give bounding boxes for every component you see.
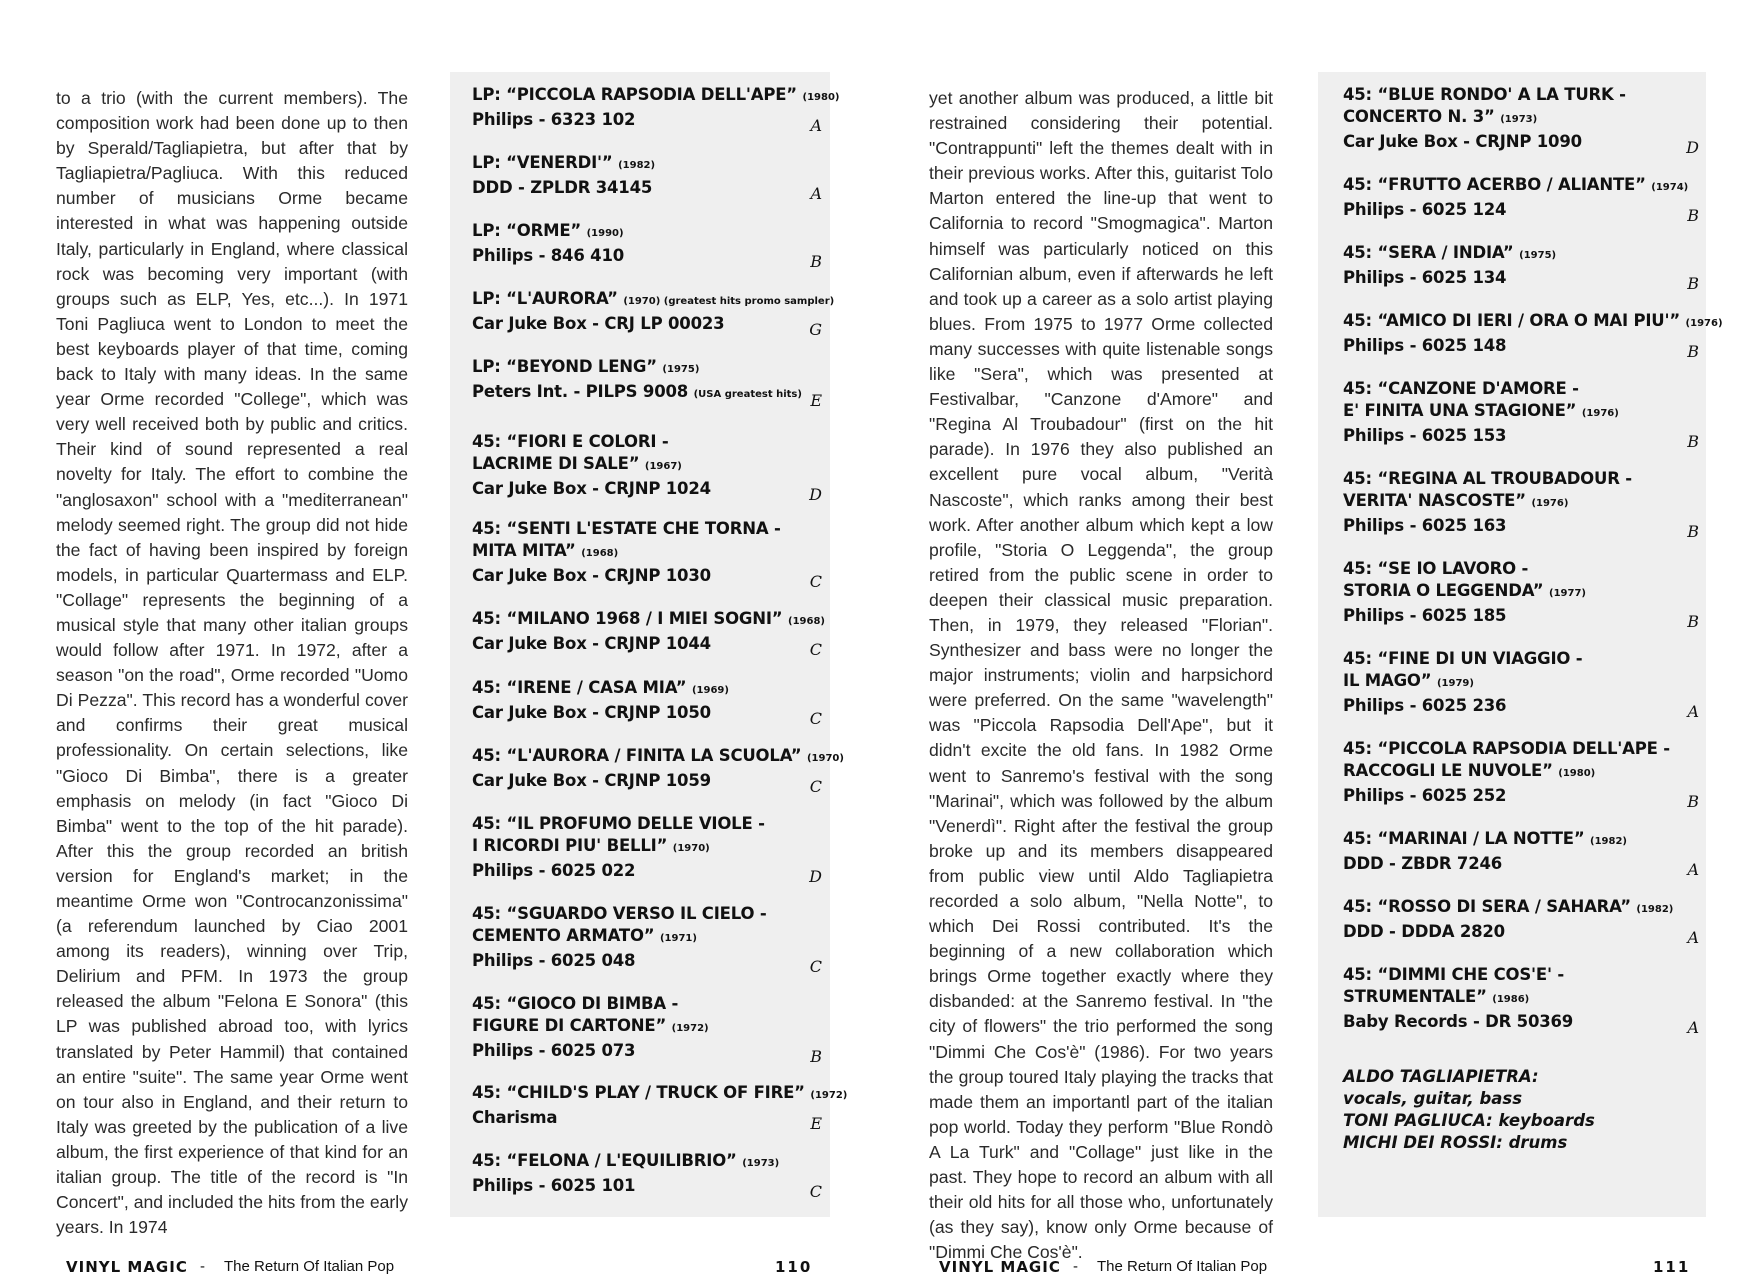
record-catalog (472, 313, 822, 335)
record-title-text: 45: “ROSSO DI SERA / SAHARA” (1343, 897, 1631, 916)
record-title-text: I RICORDI PIU' BELLI” (472, 836, 668, 855)
record-title-text: 45: “SGUARDO VERSO IL CIELO - (472, 904, 767, 923)
catalog-number: Peters Int. - PILPS 9008 (472, 382, 689, 401)
record-catalog (1343, 515, 1699, 537)
rarity-grade: D (809, 867, 822, 886)
record-year: (1980) (802, 92, 840, 103)
record-catalog (1343, 695, 1699, 717)
rarity-grade: A (1687, 702, 1699, 721)
catalog-number: Philips - 6025 048 (472, 951, 636, 970)
rarity-grade: D (809, 485, 822, 504)
rarity-grade: A (1687, 928, 1699, 947)
record-catalog (472, 770, 822, 792)
record-title (1343, 760, 1699, 785)
record-title-text: MITA MITA” (472, 541, 576, 560)
discography-entry (472, 152, 822, 203)
catalog-number: Philips - 6025 134 (1343, 268, 1507, 287)
record-year: (1970) (672, 843, 710, 854)
discography-entry (472, 84, 840, 135)
catalog-number: Car Juke Box - CRJNP 1024 (472, 479, 711, 498)
page-footer (0, 1258, 873, 1278)
record-year: (1969) (691, 685, 729, 696)
credit-line: ALDO TAGLIAPIETRA: (1343, 1067, 1539, 1086)
rarity-grade: E (810, 391, 822, 410)
discography-entry (1343, 964, 1699, 1037)
record-year: (1975) (1519, 250, 1557, 261)
record-title-text: 45: “SENTI L'ESTATE CHE TORNA - (472, 519, 781, 538)
discography-list (472, 84, 848, 1201)
record-title-text: 45: “GIOCO DI BIMBA - (472, 994, 679, 1013)
record-year: (1974) (1651, 182, 1689, 193)
record-catalog (1343, 1011, 1699, 1033)
catalog-number: Car Juke Box - CRJNP 1044 (472, 634, 711, 653)
record-title (472, 288, 835, 313)
record-title (1343, 964, 1699, 986)
left-page (0, 0, 873, 1276)
discography-entry (472, 1082, 848, 1133)
record-catalog (472, 1175, 822, 1197)
record-catalog (472, 109, 822, 131)
record-title-text: LP: “PICCOLA RAPSODIA DELL'APE” (472, 85, 797, 104)
record-title (472, 903, 822, 925)
rarity-grade: E (810, 1114, 822, 1133)
discography-entry (1343, 468, 1699, 541)
catalog-number: Philips - 6025 101 (472, 1176, 636, 1195)
rarity-grade: B (810, 252, 822, 271)
rarity-grade: A (1687, 860, 1699, 879)
catalog-number: Philips - 6025 073 (472, 1041, 636, 1060)
record-title-text: LP: “L'AURORA” (472, 289, 618, 308)
record-year: (1980) (1558, 768, 1596, 779)
rarity-grade: B (1687, 432, 1699, 451)
catalog-number: Philips - 6025 022 (472, 861, 636, 880)
rarity-grade: B (1687, 522, 1699, 541)
record-title (1343, 490, 1699, 515)
record-title-text: 45: “MILANO 1968 / I MIEI SOGNI” (472, 609, 783, 628)
record-year: (1972) (810, 1090, 848, 1101)
record-title-text: 45: “AMICO DI IERI / ORA O MAI PIU'” (1343, 311, 1680, 330)
record-title-text: 45: “FELONA / L'EQUILIBRIO” (472, 1151, 737, 1170)
record-title-text: 45: “FRUTTO ACERBO / ALIANTE” (1343, 175, 1646, 194)
record-catalog (1343, 853, 1699, 875)
record-note: (USA greatest hits) (693, 389, 802, 400)
band-credits (1343, 1066, 1699, 1154)
discography-entry (472, 903, 822, 976)
record-title-text: 45: “PICCOLA RAPSODIA DELL'APE - (1343, 739, 1670, 758)
catalog-number: Car Juke Box - CRJNP 1059 (472, 771, 711, 790)
discography-entry (472, 993, 822, 1066)
record-title-text: CONCERTO N. 3” (1343, 107, 1495, 126)
record-title (1343, 378, 1699, 400)
discography-entry (1343, 174, 1699, 225)
catalog-number: Philips - 846 410 (472, 246, 625, 265)
record-title (1343, 106, 1699, 131)
record-catalog (472, 633, 822, 655)
record-title (472, 993, 822, 1015)
magazine-subtitle: The Return Of Italian Pop (224, 1258, 395, 1275)
record-title-text: FIGURE DI CARTONE” (472, 1016, 667, 1035)
record-catalog (472, 177, 822, 199)
record-title (1343, 468, 1699, 490)
record-catalog (1343, 605, 1699, 627)
record-year: (1976) (1581, 408, 1619, 419)
record-title (472, 1150, 822, 1175)
record-title-text: 45: “REGINA AL TROUBADOUR - (1343, 469, 1632, 488)
record-title (472, 835, 822, 860)
record-year: (1975) (662, 364, 700, 375)
discography-entry (1343, 738, 1699, 811)
right-page (873, 0, 1746, 1276)
record-year: (1976) (1531, 498, 1569, 509)
discography-entry (472, 288, 835, 339)
record-title-text: LP: “VENERDI'” (472, 153, 613, 172)
record-year: (1970) (greatest hits promo sampler) (623, 296, 835, 307)
record-title-text: STRUMENTALE” (1343, 987, 1487, 1006)
record-title (1343, 580, 1699, 605)
record-title-text: 45: “IRENE / CASA MIA” (472, 678, 687, 697)
record-title (472, 608, 825, 633)
discography-entry (472, 518, 822, 591)
record-title (1343, 400, 1699, 425)
record-title (472, 152, 822, 177)
record-title-text: 45: “SERA / INDIA” (1343, 243, 1514, 262)
record-title-text: 45: “FIORI E COLORI - (472, 432, 669, 451)
record-title (1343, 670, 1699, 695)
catalog-number: Car Juke Box - CRJNP 1030 (472, 566, 711, 585)
record-catalog (472, 381, 822, 406)
record-title (472, 220, 822, 245)
rarity-grade: C (809, 572, 822, 591)
catalog-number: DDD - ZPLDR 34145 (472, 178, 653, 197)
record-year: (1977) (1549, 588, 1586, 599)
record-year: (1990) (586, 228, 624, 239)
page-number: 111 (1653, 1258, 1691, 1276)
magazine-subtitle: The Return Of Italian Pop (1097, 1258, 1268, 1275)
record-title-text: LACRIME DI SALE” (472, 454, 640, 473)
rarity-grade: B (1687, 792, 1699, 811)
article-text: to a trio (with the current members). The composition work had been done up to then by Sperald/Tagliapietra, but after that by Tagliapietra/Pagliuca. With this reduced number of musicians Orme became interested in what was happening outside Italy, particularly in England, where classical rock was becoming very important (with groups such as ELP, Yes, etc...). In 1971 Toni Pagliuca went to London to meet the best keyboards player of that time, coming back to Italy with many ideas. In the same year Orme recorded "College", which was very well received both by public and critics. Their kind of sound represented a real novelty for Italy. The effort to combine the "anglosaxon" school with a "mediterranean" melody seemed right. The group did not hide the fact of having been inspired by foreign models, in particular Quartermass and ELP. "Collage" represents the beginning of a musical style that many other italian groups would follow after 1971. In 1972, after a season "on the road", Orme recorded "Uomo Di Pezza". This record has a wonderful cover and confirms their great musical professionality. On certain selections, like "Gioco Di Bimba", there is a greater emphasis on melody (in fact "Gioco Di Bimba" went to the top of the hit parade). After this the group recorded an british version for England's market; in the meantime Orme won "Controcanzonissima" (a referendum launched by Ciao 2001 among its readers), winning over Trip, Delirium and PFM. In 1973 the group released the album "Felona E Sonora" (this LP was published abroad too, with lyrics translated by Peter Hammil) that contained an entire "suite". The same year Orme went on tour also in England, and their return to Italy was greeted by the publication of a live album, the first experience of that kind for an italian group. The title of the record is "In Concert", and included the hits from the early years. In 1974 (56, 88, 408, 1238)
rarity-grade: D (1686, 138, 1699, 157)
rarity-grade: B (1687, 342, 1699, 361)
record-title (472, 813, 822, 835)
record-title (1343, 558, 1699, 580)
record-catalog (472, 478, 822, 500)
discography-entry (1343, 648, 1699, 721)
discography-entry (1343, 84, 1699, 157)
discography-entry (1343, 310, 1723, 361)
record-title-text: 45: “CHILD'S PLAY / TRUCK OF FIRE” (472, 1083, 805, 1102)
rarity-grade: A (1687, 1018, 1699, 1037)
record-year: (1986) (1492, 994, 1530, 1005)
rarity-grade: B (1687, 274, 1699, 293)
credit-line: TONI PAGLIUCA: keyboards (1343, 1111, 1595, 1130)
record-year: (1976) (1685, 318, 1723, 329)
magazine-name: VINYL MAGIC (66, 1258, 188, 1276)
credit-line: MICHI DEI ROSSI: drums (1343, 1133, 1568, 1152)
record-year: (1970) (806, 753, 844, 764)
rarity-grade: C (809, 640, 822, 659)
rarity-grade: A (810, 184, 822, 203)
record-title-text: 45: “SE IO LAVORO - (1343, 559, 1529, 578)
record-year: (1968) (581, 548, 619, 559)
record-title (472, 453, 822, 478)
rarity-grade: B (810, 1047, 822, 1066)
page-number: 110 (775, 1258, 813, 1276)
record-title-text: LP: “BEYOND LENG” (472, 357, 657, 376)
record-year: (1982) (1590, 836, 1628, 847)
rarity-grade: G (809, 320, 822, 339)
rarity-grade: C (809, 1182, 822, 1201)
catalog-number: Philips - 6025 185 (1343, 606, 1507, 625)
discography-entry (472, 745, 844, 796)
record-catalog (472, 565, 822, 587)
discography-entry (472, 608, 825, 659)
record-title (472, 84, 840, 109)
discography-entry (1343, 828, 1699, 879)
discography-entry (472, 356, 822, 410)
record-year: (1979) (1436, 678, 1474, 689)
credit-line: vocals, guitar, bass (1343, 1089, 1523, 1108)
record-year: (1973) (1500, 114, 1538, 125)
discography-entry (472, 677, 822, 728)
catalog-number: Charisma (472, 1108, 558, 1127)
record-catalog (472, 702, 822, 724)
catalog-number: DDD - DDDA 2820 (1343, 922, 1505, 941)
catalog-number: Philips - 6025 153 (1343, 426, 1507, 445)
record-title (472, 356, 822, 381)
record-title-text: STORIA O LEGGENDA” (1343, 581, 1544, 600)
record-title (472, 925, 822, 950)
catalog-number: Philips - 6323 102 (472, 110, 636, 129)
record-title-text: E' FINITA UNA STAGIONE” (1343, 401, 1577, 420)
record-year: (1971) (659, 933, 697, 944)
record-catalog (1343, 267, 1699, 289)
record-title (472, 745, 844, 770)
magazine-name: VINYL MAGIC (939, 1258, 1061, 1276)
record-title (1343, 310, 1723, 335)
record-title (1343, 242, 1699, 267)
record-catalog (1343, 199, 1699, 221)
record-title-text: 45: “IL PROFUMO DELLE VIOLE - (472, 814, 765, 833)
catalog-number: Baby Records - DR 50369 (1343, 1012, 1574, 1031)
record-catalog (472, 860, 822, 882)
catalog-number: Philips - 6025 148 (1343, 336, 1507, 355)
record-year: (1972) (671, 1023, 709, 1034)
discography-entry (1343, 558, 1699, 631)
record-title-text: 45: “BLUE RONDO' A LA TURK - (1343, 85, 1626, 104)
catalog-number: Car Juke Box - CRJ LP 00023 (472, 314, 725, 333)
record-title-text: 45: “FINE DI UN VIAGGIO - (1343, 649, 1583, 668)
record-year: (1982) (618, 160, 656, 171)
record-title (1343, 896, 1699, 921)
discography-entry (472, 220, 822, 271)
record-title (1343, 738, 1699, 760)
record-title-text: VERITA' NASCOSTE” (1343, 491, 1526, 510)
record-title (472, 1015, 822, 1040)
record-year: (1968) (788, 616, 825, 627)
record-title-text: RACCOGLI LE NUVOLE” (1343, 761, 1553, 780)
catalog-number: Philips - 6025 236 (1343, 696, 1507, 715)
rarity-grade: C (809, 957, 822, 976)
record-catalog (472, 1040, 822, 1062)
discography-entry (1343, 896, 1699, 947)
record-title (1343, 986, 1699, 1011)
record-title-text: 45: “L'AURORA / FINITA LA SCUOLA” (472, 746, 802, 765)
record-title (1343, 648, 1699, 670)
record-title-text: 45: “CANZONE D'AMORE - (1343, 379, 1579, 398)
record-catalog (472, 245, 822, 267)
page-footer (873, 1258, 1746, 1278)
record-title-text: CEMENTO ARMATO” (472, 926, 655, 945)
rarity-grade: C (809, 709, 822, 728)
record-catalog (1343, 785, 1699, 807)
record-title (472, 431, 822, 453)
catalog-number: Car Juke Box - CRJNP 1050 (472, 703, 711, 722)
catalog-number: Philips - 6025 124 (1343, 200, 1507, 219)
catalog-number: Philips - 6025 163 (1343, 516, 1507, 535)
record-title (472, 540, 822, 565)
record-title (1343, 84, 1699, 106)
article-text: yet another album was produced, a little bit restrained considering their potential. "Contrappunti" left the themes dealt with in their previous works. After this, guitarist Tolo Marton entered the line-up that went to California to record "Smogmagica". Marton himself was particularly noticed on this Californian album, even if afterwards he left and took up a career as a solo artist playing blues. From 1975 to 1977 Orme collected many successes with quite listenable songs like "Sera", which was presented at Festivalbar, "Canzone d'Amore" and "Regina Al Troubadour" (first on the hit parade). In 1976 they also published an excellent pure vocal album, "Verità Nascoste", which ranks among their best work. After another album which kept a low profile, "Storia O Leggenda", the group retired from the public scene in order to deepen their classical music preparation. Then, in 1979, they released "Florian". Synthesizer and bass were no longer the major instruments; violin and harpsichord were preferred. On the same "wavelength" was "Piccola Rapsodia Dell'Ape", but it didn't excite the old fans. In 1982 Orme went to Sanremo's festival with the song "Marinai", which was followed by the album "Venerdì". Right after the festival the group broke up and its members disappeared from public view until Aldo Tagliapietra recorded a solo album, "Nella Notte", to which Dei Rossi contributed. It's the beginning of a new collaboration which brings Orme together exactly where they disbanded: at the Sanremo festival. In "the city of flowers" the trio performed the song "Dimmi Che Cos'è" (1986). For two years the group toured Italy playing the tracks that made them an importantl part of the italian pop world. Today they perform "Blue Rondò A La Turk" and "Collage" just like in the past. They hope to record an album with all their old hits for all those who, unfortunately (as they say), know only Orme because of "Dimmi Che Cos'è". (929, 88, 1273, 1263)
catalog-number: Philips - 6025 252 (1343, 786, 1507, 805)
record-title-text: LP: “ORME” (472, 221, 582, 240)
discography-entry (472, 1150, 822, 1201)
catalog-number: Car Juke Box - CRJNP 1090 (1343, 132, 1582, 151)
record-title-text: 45: “DIMMI CHE COS'E' - (1343, 965, 1565, 984)
rarity-grade: B (1687, 206, 1699, 225)
record-title (1343, 828, 1699, 853)
record-title-text: IL MAGO” (1343, 671, 1432, 690)
record-catalog (1343, 335, 1699, 357)
rarity-grade: A (810, 116, 822, 135)
record-year: (1973) (742, 1158, 780, 1169)
discography-entry (1343, 378, 1699, 451)
record-title-text: 45: “MARINAI / LA NOTTE” (1343, 829, 1585, 848)
record-year: (1982) (1636, 904, 1674, 915)
discography-entry (472, 813, 822, 886)
record-catalog (472, 1107, 822, 1129)
footer-separator: - (200, 1258, 205, 1275)
record-title (472, 677, 822, 702)
record-catalog (1343, 921, 1699, 943)
record-year: (1967) (644, 461, 682, 472)
footer-separator: - (1073, 1258, 1078, 1275)
rarity-grade: C (809, 777, 822, 796)
discography-list (1343, 84, 1723, 1037)
discography-entry (1343, 242, 1699, 293)
record-catalog (1343, 131, 1699, 153)
record-catalog (472, 950, 822, 972)
record-title (472, 1082, 848, 1107)
rarity-grade: B (1687, 612, 1699, 631)
catalog-number: DDD - ZBDR 7246 (1343, 854, 1503, 873)
discography-entry (472, 431, 822, 504)
record-title (472, 518, 822, 540)
record-catalog (1343, 425, 1699, 447)
record-title (1343, 174, 1699, 199)
